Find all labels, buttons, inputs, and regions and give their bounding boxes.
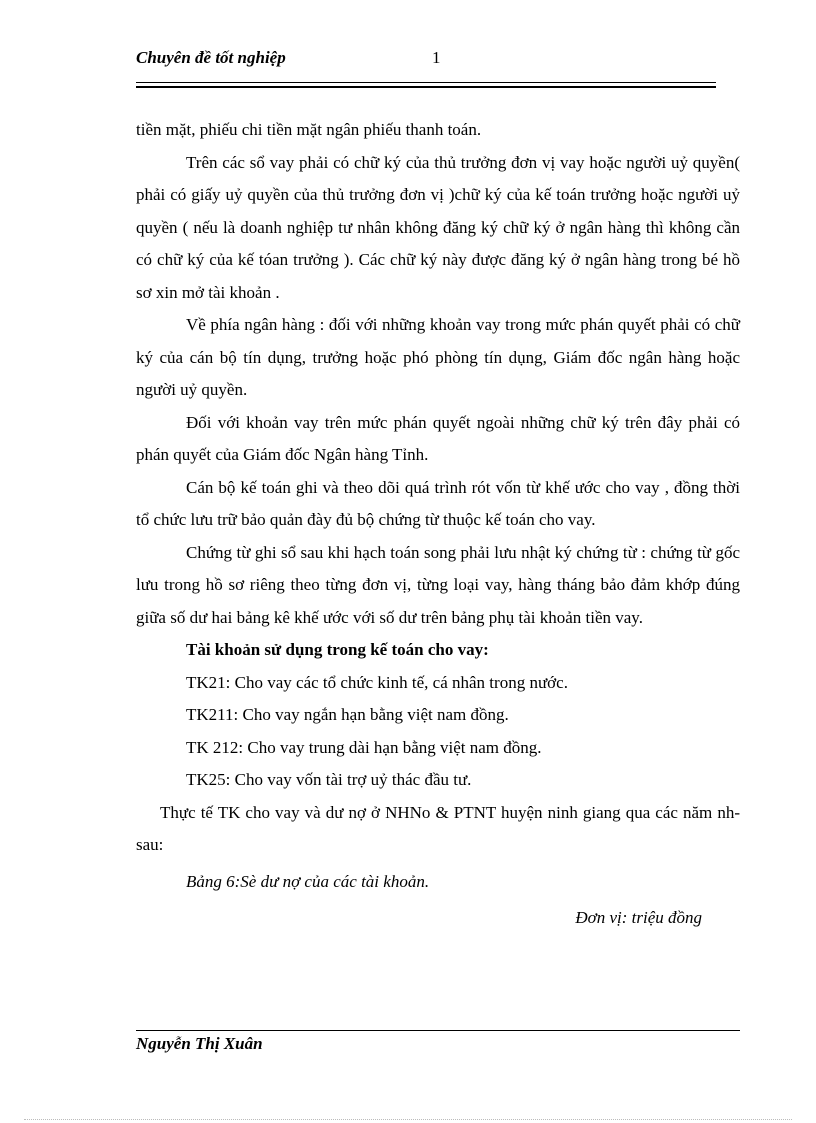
- table-caption: Bảng 6:Sè dư nợ của các tài khoản.: [186, 871, 430, 891]
- page-header: [136, 48, 716, 74]
- unit-label: Đơn vị: triệu đồng: [575, 908, 702, 927]
- page-number: 1: [432, 48, 441, 67]
- account-item: TK211: Cho vay ngắn hạn bằng việt nam đồng.: [186, 705, 509, 724]
- header-rule-thin: [136, 82, 716, 83]
- page-edge-dotted-line: [24, 1119, 792, 1120]
- account-item: TK25: Cho vay vốn tài trợ uỷ thác đầu tư.: [186, 770, 472, 789]
- footer-rule: [136, 1030, 740, 1031]
- paragraph-vouchers: Chứng từ ghi sổ sau khi hạch toán song phải lưu nhật ký chứng từ : chứng từ gốc lưu trong hồ sơ riêng theo từng đơn vị, từng loại vay, hàng tháng bảo đảm khớp đúng giữa số dư hai bảng kê khế ước với số dư trên bảng phụ tài khoản tiền vay.: [136, 542, 740, 627]
- paragraph-signatures: Trên các sổ vay phải có chữ ký của thủ trưởng đơn vị vay hoặc người uỷ quyền( phải có giấy uỷ quyền của thủ trưởng đơn vị )chữ ký của kế toán trưởng hoặc người uỷ quyền ( nếu là doanh nghiệp tư nhân không đăng ký chữ ký ở ngân hàng thì không cần có chữ ký của kế tóan trưởng ). Các chữ ký này được đăng ký ở ngân hàng trong bé hồ sơ xin mở tài khoản .: [136, 152, 740, 302]
- document-title: Chuyên đề tốt nghiệp: [136, 48, 286, 67]
- section-heading: Tài khoản sử dụng trong kế toán cho vay:: [186, 640, 489, 659]
- paragraph-closing: Thực tế TK cho vay và dư nợ ở NHNo & PTNT huyện ninh giang qua các năm nh sau:: [136, 802, 740, 854]
- account-item: TK21: Cho vay các tổ chức kinh tế, cá nhân trong nước.: [186, 672, 568, 692]
- header-rule-thick: [136, 86, 716, 88]
- document-body: [136, 114, 740, 935]
- paragraph-continuation: tiền mặt, phiếu chi tiền mặt ngân phiếu thanh toán.: [136, 120, 482, 139]
- account-item: TK 212: Cho vay trung dài hạn bằng việt nam đồng.: [186, 737, 542, 757]
- paragraph-accountant: Cán bộ kế toán ghi và theo dõi quá trình rót vốn từ khế ước cho vay , đồng thời tổ chức lưu trữ bảo quản đày đủ bộ chứng từ thuộc kế toán cho vay.: [136, 477, 740, 529]
- paragraph-bank-side: Về phía ngân hàng : đối với những khoản vay trong mức phán quyết phải có chữ ký của cán bộ tín dụng, trưởng hoặc phó phòng tín dụng, Giám đốc ngân hàng hoặc người uỷ quyền.: [136, 315, 740, 399]
- paragraph-over-limit: Đối với khoản vay trên mức phán quyết ngoài những chữ ký trên đây phải có phán quyết của Giám đốc Ngân hàng Tỉnh.: [136, 412, 740, 464]
- footer-author: Nguyễn Thị Xuân: [136, 1034, 263, 1053]
